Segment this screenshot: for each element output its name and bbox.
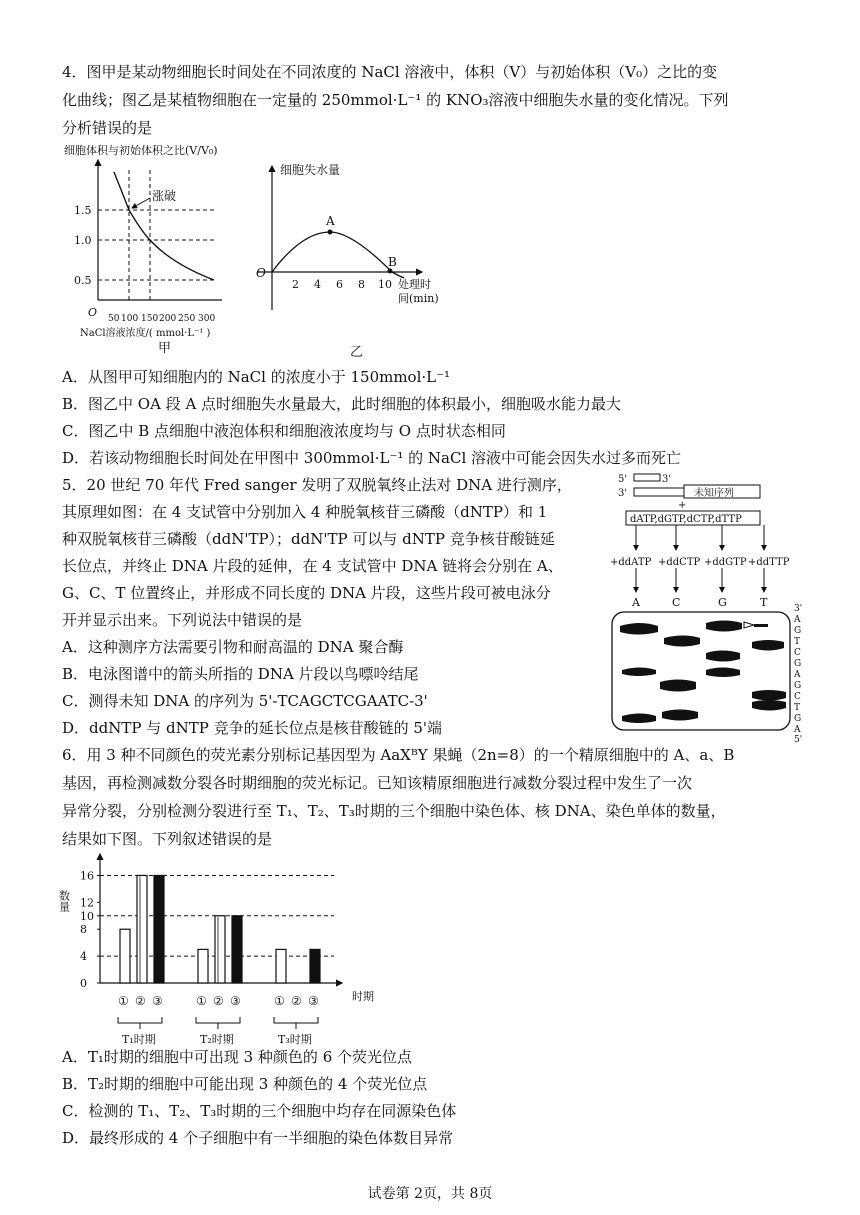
q5-option-b: B．电泳图谱中的箭头所指的 DNA 片段以鸟嘌呤结尾 [62,665,419,683]
yi-xlabel-2: 间(min) [398,292,439,305]
q4-option-c: C．图乙中 B 点细胞中液泡体积和细胞液浓度均与 O 点时状态相同 [62,422,506,440]
gel-band [620,623,658,635]
group-bracket [274,1017,318,1023]
lane-label: T [760,596,768,609]
figure-yi [252,160,439,360]
yi-xtick: 8 [358,278,365,291]
chart-bar [137,875,147,983]
jia-xtick: 250 [178,314,196,324]
group-bracket [118,1017,162,1023]
q5-stem-line: G、C、T 位置终止，并形成不同长度的 DNA 片段，这些片段可被电泳分 [62,584,551,602]
yi-xtick: 2 [292,278,299,291]
side-seq: T [794,637,801,647]
q6-stem-line: 结果如下图。下列叙述错误的是 [62,830,273,848]
y-tick-label: 8 [80,923,87,937]
side-seq: A [794,725,801,735]
group-label: T₁时期 [122,1033,156,1046]
gel-band [752,690,786,701]
q4-stem-line3: 分析错误的是 [62,119,153,137]
q6-option-b: B．T₂时期的细胞中可能出现 3 种颜色的 4 个荧光位点 [62,1075,428,1093]
q5-option-c: C．测得未知 DNA 的序列为 5'-TCAGCTCGAATC-3' [62,692,428,710]
chart-bar [120,929,130,983]
chart-bar [154,875,164,983]
bar-label: ③ [152,994,163,1008]
lane-label: C [672,596,681,609]
chart-bar [310,949,320,983]
yi-xtick: 10 [378,278,392,291]
gel-band [660,680,696,692]
q4-option-a: A．从图甲可知细胞内的 NaCl 的浓度小于 150mmol·L⁻¹ [62,368,451,386]
jia-xtick: 300 [198,314,216,324]
y-tick-label: 16 [80,869,94,883]
jia-xlabel: NaCl溶液浓度/( mmol·L⁻¹ ) [80,328,211,339]
jia-ylabel: 细胞体积与初始体积之比(V/V₀) [64,144,218,157]
seq-plus: + [678,500,687,511]
yi-xlabel-1: 处理时 [398,278,431,291]
y-tick-label: 12 [80,896,94,910]
seq-ddntp: +ddTTP [748,557,790,568]
jia-ytick: 0.5 [74,274,92,287]
q6-stem-line: 基因，再检测减数分裂各时期细胞的荧光标记。已知该精原细胞进行减数分裂过程中发生了一次 [62,774,693,792]
gel-band [706,651,740,662]
bar-label: ② [213,994,224,1008]
q5-stem-line: 长位点，并终止 DNA 片段的延伸，在 4 支试管中 DNA 链将会分别在 A、 [62,557,563,575]
side-seq: C [794,648,801,658]
chart-bar [232,916,242,983]
jia-caption: 甲 [158,341,172,356]
yi-ylabel: 细胞失水量 [280,163,341,177]
bar-label: ③ [230,994,241,1008]
q6-stem-line: 6．用 3 种不同颜色的荧光素分别标记基因型为 AaXᴮY 果蝇（2n=8）的一个精原细胞中的 A、a、B [62,746,735,764]
group-label: T₂时期 [200,1033,234,1046]
y-tick-label: 0 [80,977,87,990]
gel-band [752,640,784,651]
jia-origin: O [88,306,98,319]
jia-xtick: 150 [141,314,159,324]
q6-stem-line: 异常分裂，分别检测分裂进行至 T₁、T₂、T₃时期的三个细胞中染色体、核 DNA、染色单体的数量， [62,802,726,820]
yi-origin: O [256,266,266,280]
gel-band [622,714,656,724]
lane-label: G [718,596,727,609]
figure-jia [62,140,262,360]
side-seq: 5' [794,735,803,745]
jia-ytick: 1.5 [74,204,92,217]
jia-xtick: 50 [108,314,120,324]
chart-bar [215,916,225,983]
group-label: T₃时期 [278,1033,312,1046]
side-seq: A [794,615,801,625]
seq-ddntp: +ddATP [610,557,652,568]
gel-band [662,710,698,721]
side-seq: C [794,692,801,702]
side-seq: G [794,626,802,636]
gel-band [706,668,740,678]
chart-bar [198,949,208,983]
gel-band [752,700,786,711]
q4-option-b: B．图乙中 OA 段 A 点时细胞失水量最大，此时细胞的体积最小，细胞吸水能力最大 [62,395,622,413]
y-tick-label: 4 [80,950,87,964]
seq-label-3prime: 3' [662,474,672,485]
page-footer: 试卷第 2页，共 8页 [367,1186,493,1202]
chart-bar [276,949,286,983]
side-seq: T [794,703,801,713]
yi-xtick: 6 [336,278,343,291]
side-seq: G [794,659,802,669]
jia-ytick: 1.0 [74,234,92,247]
q6-option-c: C．检测的 T₁、T₂、T₃时期的三个细胞中均存在同源染色体 [62,1102,457,1120]
group-bracket [196,1017,240,1023]
seq-label-3prime: 3' [618,488,628,499]
q5-stem-line: 种双脱氧核苷三磷酸（ddN'TP）；ddN'TP 可以与 dNTP 竞争核苷酸链延 [62,530,555,548]
sequencing-figure [608,470,808,745]
q6-option-d: D．最终形成的 4 个子细胞中有一半细胞的染色体数目异常 [62,1129,454,1147]
side-seq: 3' [794,604,803,614]
q5-option-a: A．这种测序方法需要引物和耐高温的 DNA 聚合酶 [62,638,404,656]
jia-annotation-burst: 涨破 [152,189,177,203]
bar-label: ① [274,994,285,1008]
gel-band [664,636,700,647]
chart-ylabel: 数量 [57,890,71,912]
q5-stem-line: 5．20 世纪 70 年代 Fred sanger 发明了双脱氧终止法对 DNA 进行测序， [62,476,572,494]
y-tick-label: 10 [80,909,94,923]
q5-stem-line: 其原理如图：在 4 支试管中分别加入 4 种脱氧核苷三磷酸（dNTP）和 1 [62,503,548,521]
q4-stem-line2: 化曲线；图乙是某植物细胞在一定量的 250mmol·L⁻¹ 的 KNO₃溶液中细胞失水量的变化情况。下列 [62,91,729,109]
bar-label: ③ [308,994,319,1008]
bar-label: ② [135,994,146,1008]
bar-label: ② [291,994,302,1008]
bar-label: ① [118,994,129,1008]
side-seq: G [794,714,802,724]
jia-xtick: 100 [121,314,139,324]
seq-ddntp: +ddCTP [658,557,701,568]
side-seq: A [794,670,801,680]
seq-label-5prime: 5' [618,474,628,485]
jia-xtick: 200 [159,314,177,324]
bar-label: ① [196,994,207,1008]
yi-caption: 乙 [350,345,364,360]
gel-band [706,621,742,632]
chromosome-bar-chart [57,850,402,1046]
q5-option-d: D．ddNTP 与 dNTP 竞争的延长位点是核苷酸链的 5'端 [62,719,443,737]
seq-ddntp: +ddGTP [704,557,747,568]
q5-stem-line: 开并显示出来。下列说法中错误的是 [62,611,303,629]
seq-unknown-sequence: 未知序列 [694,488,734,499]
yi-point-a: A [326,214,335,228]
q6-option-a: A．T₁时期的细胞中可出现 3 种颜色的 6 个荧光位点 [62,1048,413,1066]
seq-dntp: dATP,dGTP,dCTP,dTTP [630,514,742,525]
q4-stem-line1: 4．图甲是某动物细胞长时间处在不同浓度的 NaCl 溶液中，体积（V）与初始体积（V₀）之比的变 [62,63,718,81]
yi-xtick: 4 [314,278,321,291]
side-seq: G [794,681,802,691]
chart-xlabel: 时期 [352,990,374,1003]
q4-option-d: D．若该动物细胞长时间处在甲图中 300mmol·L⁻¹ 的 NaCl 溶液中可能会因失水过多而死亡 [62,449,682,467]
yi-point-b: B [388,255,397,269]
lane-label: A [632,596,640,609]
